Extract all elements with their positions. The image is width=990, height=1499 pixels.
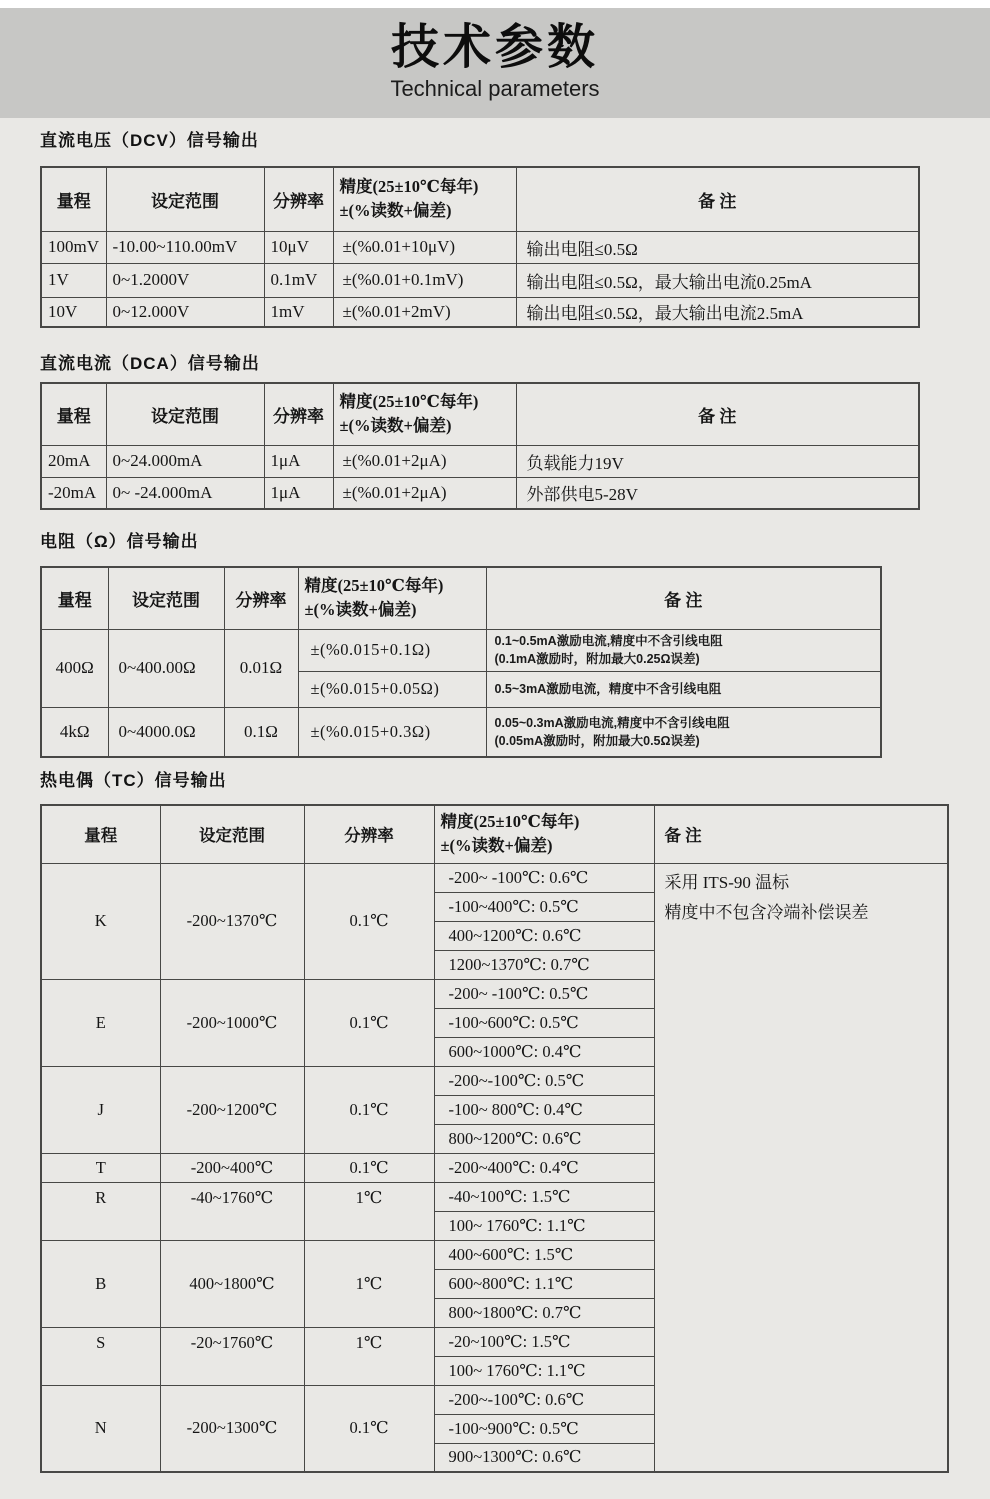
tc-header-res: 分辨率	[304, 805, 434, 863]
dcv-acc: ±(%0.01+10μV)	[333, 231, 516, 263]
tc-acc: -100~900℃: 0.5℃	[434, 1414, 654, 1443]
dcv-table	[40, 166, 920, 328]
tc-acc: -200~-100℃: 0.6℃	[434, 1385, 654, 1414]
tc-table	[40, 804, 949, 1473]
tc-type: K	[41, 863, 160, 979]
tc-acc: 600~1000℃: 0.4℃	[434, 1037, 654, 1066]
dcv-header-range: 量程	[41, 167, 106, 231]
tc-res: 1℃	[304, 1327, 434, 1385]
table-row	[41, 445, 919, 477]
ohm-remark-line1: 0.1~0.5mA激励电流,精度中不含引线电阻	[494, 633, 723, 648]
ohm-set: 0~400.00Ω	[108, 629, 224, 707]
dcv-acc: ±(%0.01+2mV)	[333, 297, 516, 327]
tc-type: N	[41, 1385, 160, 1472]
ohm-table	[40, 566, 882, 758]
tc-acc: -100~ 800℃: 0.4℃	[434, 1095, 654, 1124]
dcv-remark: 输出电阻≤0.5Ω	[516, 231, 919, 263]
ohm-acc: ±(%0.015+0.3Ω)	[298, 707, 486, 757]
section-title-dcv: 直流电压（DCV）信号输出	[40, 131, 259, 150]
tc-type: T	[41, 1153, 160, 1182]
tc-acc: -200~-100℃: 0.5℃	[434, 1066, 654, 1095]
tc-acc: 800~1200℃: 0.6℃	[434, 1124, 654, 1153]
tc-res: 0.1℃	[304, 1385, 434, 1472]
dcv-header-res: 分辨率	[264, 167, 333, 231]
tc-res: 0.1℃	[304, 1066, 434, 1153]
tc-header-remark: 备 注	[654, 805, 948, 863]
dcv-set: 0~1.2000V	[106, 263, 264, 297]
tc-header-row	[41, 805, 948, 863]
dcv-res: 10μV	[264, 231, 333, 263]
dca-acc: ±(%0.01+2μA)	[333, 477, 516, 509]
tc-remark-line1: 采用 ITS-90 温标	[664, 872, 790, 892]
tc-acc: -200~ -100℃: 0.6℃	[434, 863, 654, 892]
ohm-res: 0.01Ω	[224, 629, 298, 707]
ohm-remark	[486, 671, 881, 707]
dca-header-accuracy	[333, 383, 516, 445]
tc-type: E	[41, 979, 160, 1066]
ohm-header-row	[41, 567, 881, 629]
tc-acc: -100~400℃: 0.5℃	[434, 892, 654, 921]
dca-header-res: 分辨率	[264, 383, 333, 445]
tc-acc: 900~1300℃: 0.6℃	[434, 1443, 654, 1472]
tc-set: -200~1200℃	[160, 1066, 304, 1153]
top-white-strip	[0, 0, 990, 8]
section-title-dca: 直流电流（DCA）信号输出	[40, 354, 260, 373]
tc-acc: 400~600℃: 1.5℃	[434, 1240, 654, 1269]
section-title-tc: 热电偶（TC）信号输出	[40, 771, 227, 790]
ohm-acc: ±(%0.015+0.1Ω)	[298, 629, 486, 671]
dca-header-accuracy-line2: ±(%读数+偏差)	[339, 416, 452, 436]
tc-header-accuracy-line1: 精度(25±10℃每年)	[440, 811, 580, 831]
tc-header-set: 设定范围	[160, 805, 304, 863]
tc-header-accuracy-line2: ±(%读数+偏差)	[440, 836, 553, 856]
ohm-remark	[486, 629, 881, 671]
ohm-header-accuracy	[298, 567, 486, 629]
page-subtitle: Technical parameters	[390, 75, 600, 101]
tc-acc: 600~800℃: 1.1℃	[434, 1269, 654, 1298]
dcv-remark: 输出电阻≤0.5Ω，最大输出电流2.5mA	[516, 297, 919, 327]
tc-res: 1℃	[304, 1182, 434, 1240]
tc-remark-line2: 精度中不包含冷端补偿误差	[664, 902, 869, 922]
table-row	[41, 263, 919, 297]
dca-header-accuracy-line1: 精度(25±10℃每年)	[339, 391, 479, 411]
dcv-header-row	[41, 167, 919, 231]
dcv-res: 1mV	[264, 297, 333, 327]
tc-acc: 100~ 1760℃: 1.1℃	[434, 1211, 654, 1240]
tc-set: -200~1000℃	[160, 979, 304, 1066]
tc-acc: 800~1800℃: 0.7℃	[434, 1298, 654, 1327]
ohm-range: 4kΩ	[41, 707, 108, 757]
ohm-header-set: 设定范围	[108, 567, 224, 629]
table-row	[41, 231, 919, 263]
tc-acc: -200~ -100℃: 0.5℃	[434, 979, 654, 1008]
ohm-header-range: 量程	[41, 567, 108, 629]
dcv-header-set: 设定范围	[106, 167, 264, 231]
ohm-set: 0~4000.0Ω	[108, 707, 224, 757]
dca-res: 1μA	[264, 445, 333, 477]
dca-res: 1μA	[264, 477, 333, 509]
tc-res: 0.1℃	[304, 979, 434, 1066]
tc-type: S	[41, 1327, 160, 1385]
dcv-header-accuracy-line2: ±(%读数+偏差)	[339, 201, 452, 221]
tc-set: -40~1760℃	[160, 1182, 304, 1240]
ohm-remark-line1: 0.5~3mA激励电流，精度中不含引线电阻	[494, 681, 722, 696]
dca-range: -20mA	[41, 477, 106, 509]
dcv-res: 0.1mV	[264, 263, 333, 297]
table-row	[41, 297, 919, 327]
tc-res: 1℃	[304, 1240, 434, 1327]
tc-header-accuracy	[434, 805, 654, 863]
dca-range: 20mA	[41, 445, 106, 477]
tc-set: -200~1300℃	[160, 1385, 304, 1472]
dca-set: 0~ -24.000mA	[106, 477, 264, 509]
tc-acc: -100~600℃: 0.5℃	[434, 1008, 654, 1037]
title-banner	[0, 8, 990, 118]
dcv-set: -10.00~110.00mV	[106, 231, 264, 263]
section-title-ohm: 电阻（Ω）信号输出	[40, 532, 199, 551]
ohm-res: 0.1Ω	[224, 707, 298, 757]
ohm-header-accuracy-line2: ±(%读数+偏差)	[304, 600, 417, 620]
tc-type: R	[41, 1182, 160, 1240]
ohm-header-remark: 备 注	[486, 567, 881, 629]
dca-acc: ±(%0.01+2μA)	[333, 445, 516, 477]
tc-acc: -200~400℃: 0.4℃	[434, 1153, 654, 1182]
dca-set: 0~24.000mA	[106, 445, 264, 477]
ohm-range: 400Ω	[41, 629, 108, 707]
ohm-header-accuracy-line1: 精度(25±10℃每年)	[304, 575, 444, 595]
dcv-header-remark: 备 注	[516, 167, 919, 231]
tc-type: J	[41, 1066, 160, 1153]
page-content	[0, 131, 990, 1473]
page-title: 技术参数	[390, 21, 599, 74]
tc-set: -200~1370℃	[160, 863, 304, 979]
tc-acc: 400~1200℃: 0.6℃	[434, 921, 654, 950]
ohm-remark-line2: (0.1mA激励时，附加最大0.25Ω误差)	[494, 652, 700, 666]
dca-header-row	[41, 383, 919, 445]
dca-header-range: 量程	[41, 383, 106, 445]
tc-header-range: 量程	[41, 805, 160, 863]
dcv-remark: 输出电阻≤0.5Ω，最大输出电流0.25mA	[516, 263, 919, 297]
tc-type: B	[41, 1240, 160, 1327]
tc-res: 0.1℃	[304, 863, 434, 979]
dca-header-set: 设定范围	[106, 383, 264, 445]
tc-set: -200~400℃	[160, 1153, 304, 1182]
tc-set: 400~1800℃	[160, 1240, 304, 1327]
table-row	[41, 863, 948, 892]
dcv-range: 1V	[41, 263, 106, 297]
dca-remark: 外部供电5-28V	[516, 477, 919, 509]
dca-remark: 负载能力19V	[516, 445, 919, 477]
tc-remark	[654, 863, 948, 1472]
ohm-acc: ±(%0.015+0.05Ω)	[298, 671, 486, 707]
ohm-header-res: 分辨率	[224, 567, 298, 629]
table-row	[41, 629, 881, 671]
tc-acc: -40~100℃: 1.5℃	[434, 1182, 654, 1211]
dcv-range: 100mV	[41, 231, 106, 263]
ohm-remark-line2: (0.05mA激励时，附加最大0.5Ω误差)	[494, 733, 700, 748]
table-row	[41, 477, 919, 509]
tc-acc: 1200~1370℃: 0.7℃	[434, 950, 654, 979]
ohm-remark-line1: 0.05~0.3mA激励电流,精度中不含引线电阻	[494, 715, 730, 730]
ohm-remark	[486, 707, 881, 757]
table-row	[41, 707, 881, 757]
dcv-range: 10V	[41, 297, 106, 327]
tc-set: -20~1760℃	[160, 1327, 304, 1385]
dcv-header-accuracy	[333, 167, 516, 231]
dca-header-remark: 备 注	[516, 383, 919, 445]
dcv-header-accuracy-line1: 精度(25±10℃每年)	[339, 176, 479, 196]
tc-acc: 100~ 1760℃: 1.1℃	[434, 1356, 654, 1385]
dcv-set: 0~12.000V	[106, 297, 264, 327]
tc-acc: -20~100℃: 1.5℃	[434, 1327, 654, 1356]
tc-res: 0.1℃	[304, 1153, 434, 1182]
dcv-acc: ±(%0.01+0.1mV)	[333, 263, 516, 297]
dca-table	[40, 382, 920, 510]
